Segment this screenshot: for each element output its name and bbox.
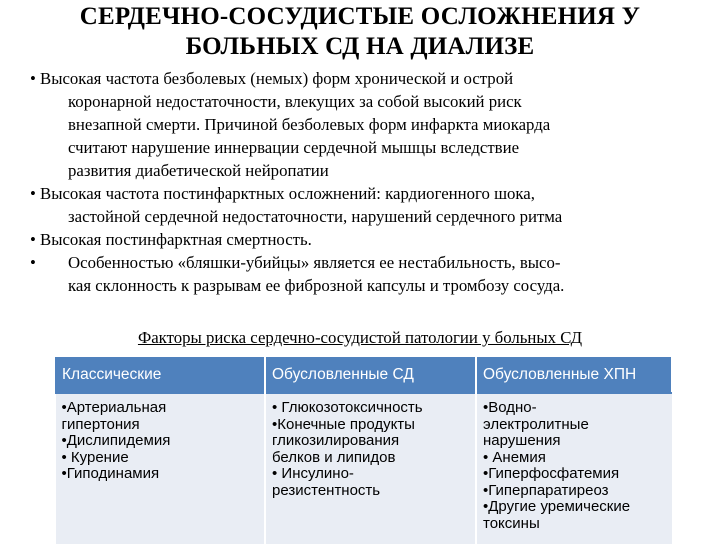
cell-line: •Другие уремические [483,498,631,515]
risk-factors-table [55,357,672,544]
cell-line: •Гиперпаратиреоз [483,481,609,499]
list-item [30,182,690,228]
bullet-line: Высокая частота постинфарктных осложнений: кардиогенного шока, [40,184,535,203]
cell-line: нарушения [483,432,561,449]
cell-line: • Курение [61,448,129,466]
table-cell-diabetes [265,393,476,544]
cell-line: • Анемия [483,448,546,466]
bullet-list [30,67,690,297]
table-header-row [56,358,672,394]
bullet-line: Высокая частота безболевых (немых) форм хронической и острой [40,69,514,88]
bullet-line: Высокая постинфарктная смертность. [40,230,312,249]
table-row [56,393,672,544]
bullet-marker: • [30,69,36,88]
column-header-ckd: Обусловленные ХПН [476,358,672,394]
list-item [30,228,690,251]
bullet-line: застойной сердечной недостаточности, нарушений сердечного ритма [68,207,563,226]
cell-line: • Глюкозотоксичность [272,399,423,416]
cell-line: гликозилирования [272,432,400,449]
table-cell-classic [56,393,266,544]
section-subheading: Факторы риска сердечно-сосудистой патологии у больных СД [137,328,583,347]
cell-line: •Гиподинамия [61,465,160,482]
bullet-line: Особенностью «бляшки-убийцы» является ее нестабильность, высо- [68,253,561,272]
title-line-2: БОЛЬНЫХ СД НА ДИАЛИЗЕ [185,33,535,60]
bullet-line: развития диабетической нейропатии [68,161,329,180]
cell-line: •Конечные продукты [272,415,415,433]
cell-line: электролитные [483,415,589,433]
bullet-marker: • [30,253,36,272]
cell-line: белков и липидов [272,448,396,466]
cell-line: •Артериальная [61,399,167,416]
table-cell-ckd [476,393,672,544]
cell-line: •Дислипидемия [61,432,171,449]
bullet-line: считают нарушение иннервации сердечной мышцы вследствие [68,138,520,157]
bullet-marker: • [30,184,36,203]
bullet-line: внезапной смерти. Причиной безболевых форм инфаркта миокарда [68,115,551,134]
page-title [0,2,720,62]
list-item [30,251,690,297]
bullet-marker: • [30,230,36,249]
cell-line: гипертония [61,415,140,433]
cell-line: • Инсулино- [272,465,354,482]
cell-line: •Гиперфосфатемия [483,465,620,482]
bullet-line: коронарной недостаточности, влекущих за собой высокий риск [68,92,522,111]
cell-line: •Водно- [483,399,537,416]
column-header-classic: Классические [56,358,266,394]
column-header-diabetes: Обусловленные СД [265,358,476,394]
list-item [30,67,690,182]
cell-line: токсины [483,514,540,532]
bullet-line: кая склонность к разрывам ее фиброзной капсулы и тромбозу сосуда. [68,276,565,295]
cell-line: резистентность [272,481,381,499]
title-line-1: СЕРДЕЧНО-СОСУДИСТЫЕ ОСЛОЖНЕНИЯ У [79,3,641,30]
